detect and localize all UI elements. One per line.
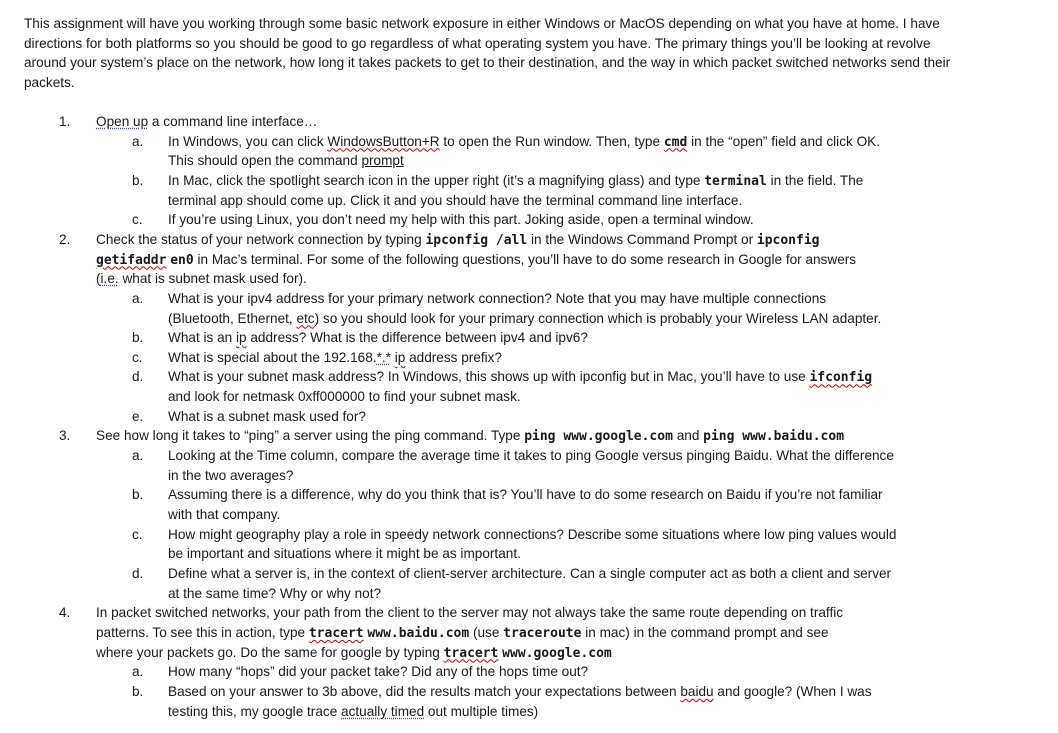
subitem-text bbox=[168, 584, 381, 604]
text-run: terminal bbox=[704, 173, 767, 189]
text-run: Based on your answer to 3b above, did the results match your expectations between bbox=[168, 683, 681, 699]
item-4-text bbox=[96, 623, 829, 644]
item-4-text bbox=[96, 643, 612, 664]
subitem-letter: a. bbox=[132, 133, 144, 149]
subitem-text bbox=[168, 289, 826, 309]
subitem-text bbox=[168, 132, 880, 153]
subitem-letter: c. bbox=[132, 526, 143, 542]
text-run: in the Windows Command Prompt or bbox=[527, 231, 757, 247]
text-run: be important and situations where it might be as important. bbox=[168, 546, 521, 562]
text-run: terminal app should come up. Click it and you should have the terminal command line interface. bbox=[168, 192, 743, 208]
text-run: ifconfig bbox=[809, 370, 873, 386]
item-2-text bbox=[96, 269, 307, 289]
text-run: Check the status of your network connection by typing bbox=[96, 231, 426, 247]
item-number: 3. bbox=[59, 428, 71, 444]
text-run: and bbox=[672, 428, 704, 444]
text-run: ) so you should look for your primary connection which is probably your Wireless LAN adapter. bbox=[314, 310, 882, 326]
text-run: In Mac, click the spotlight search icon in the upper right (it’s a magnifying glass) and type bbox=[168, 172, 705, 188]
subitem-text bbox=[168, 505, 280, 525]
text-run: ip bbox=[394, 349, 406, 365]
text-run: ip bbox=[236, 330, 247, 346]
subitem-letter: b. bbox=[132, 330, 144, 346]
subitem-text bbox=[168, 564, 891, 584]
subitem-text bbox=[168, 171, 863, 192]
subitem-letter: d. bbox=[132, 369, 144, 385]
text-run: ping www.baidu.com bbox=[703, 429, 845, 445]
subitem-text bbox=[168, 191, 742, 211]
subitem-letter: a. bbox=[132, 664, 144, 680]
text-run: a command line interface… bbox=[148, 114, 318, 129]
text-run: Assuming there is a difference, why do you think that is? You’ll have to do some research on Baidu if you’re not familiar bbox=[168, 487, 883, 503]
text-run: ping www.google.com bbox=[524, 429, 673, 445]
item-4-text bbox=[96, 603, 843, 623]
subitem-letter: b. bbox=[132, 487, 144, 503]
text-run: If you’re using Linux, you don’t need my help with this part. Joking aside, open a terminal window. bbox=[168, 212, 754, 228]
subitem-text bbox=[168, 485, 883, 505]
subitem-text bbox=[168, 348, 502, 368]
text-run: what is subnet mask used for). bbox=[118, 271, 307, 287]
text-run: traceroute bbox=[503, 625, 582, 641]
text-run: at the same time? Why or why not? bbox=[168, 585, 382, 601]
subitem-text bbox=[168, 702, 538, 722]
text-run: ( bbox=[96, 271, 101, 287]
text-run: prompt bbox=[361, 153, 404, 169]
text-run: baidu bbox=[680, 683, 714, 699]
text-run: How many “hops” did your packet take? Did any of the hops time out? bbox=[168, 664, 589, 680]
text-run: www.google.com bbox=[502, 645, 612, 661]
text-run: ipconfig /all bbox=[425, 232, 528, 248]
text-run: What is your ipv4 address for your primary network connection? Note that you may have multiple connections bbox=[168, 290, 827, 306]
text-run: actually timed bbox=[341, 703, 425, 719]
subitem-letter: a. bbox=[132, 448, 144, 464]
subitem-letter: c. bbox=[132, 349, 143, 365]
text-run: (use bbox=[469, 624, 504, 640]
text-run: What is your subnet mask address? In Windows, this shows up with ipconfig but in Mac, you’ll have to use bbox=[168, 369, 810, 385]
subitem-letter: b. bbox=[132, 683, 144, 699]
item-number: 2. bbox=[59, 231, 71, 247]
text-run: cmd bbox=[663, 134, 688, 150]
subitem-text bbox=[168, 210, 754, 230]
text-run: What is an bbox=[168, 330, 236, 346]
text-run: tracert bbox=[308, 625, 364, 641]
text-run: WindowsButton+R bbox=[327, 133, 440, 149]
text-run: How might geography play a role in speedy network connections? Describe some situations where low ping values would bbox=[168, 526, 897, 542]
text-run: in the two averages? bbox=[168, 467, 294, 483]
item-3-text bbox=[96, 426, 844, 447]
text-run: www.baidu.com bbox=[367, 625, 470, 641]
subitem-letter: a. bbox=[132, 290, 144, 306]
text-run: In Windows, you can click bbox=[168, 133, 328, 149]
subitem-text bbox=[168, 367, 872, 388]
subitem-text bbox=[168, 682, 872, 702]
subitem-text bbox=[168, 662, 588, 682]
text-run: with that company. bbox=[168, 507, 281, 522]
text-run: in Mac’s terminal. For some of the following questions, you’ll have to do some research in Google for answers bbox=[193, 251, 857, 267]
subitem-text bbox=[168, 544, 521, 564]
text-run: address prefix? bbox=[405, 349, 503, 365]
subitem-text bbox=[168, 151, 404, 171]
text-run: in the field. The bbox=[766, 172, 864, 188]
item-number: 4. bbox=[59, 605, 71, 621]
text-run: Open up bbox=[96, 114, 149, 129]
text-run: getifaddr bbox=[96, 252, 167, 268]
item-1-text bbox=[96, 112, 317, 132]
item-number: 1. bbox=[59, 114, 71, 129]
text-run: and google? (When I was bbox=[713, 683, 872, 699]
subitem-text bbox=[168, 446, 894, 466]
item-2-text bbox=[96, 250, 856, 271]
text-run: What is special about the 192.168. bbox=[168, 349, 377, 365]
text-run: What is a subnet mask used for? bbox=[168, 408, 366, 424]
text-run: where your packets go. Do the same for google by typing bbox=[96, 644, 444, 660]
text-run: i.e. bbox=[100, 271, 119, 287]
text-run: See how long it takes to “ping” a server using the ping command. Type bbox=[96, 428, 525, 444]
text-run: to open the Run window. Then, type bbox=[439, 133, 664, 149]
text-run: etc bbox=[296, 310, 315, 326]
text-run: testing this, my google trace bbox=[168, 703, 342, 719]
text-run: en0 bbox=[170, 252, 194, 268]
text-run: patterns. To see this in action, type bbox=[96, 624, 309, 640]
text-run: out multiple times) bbox=[424, 703, 539, 719]
text-run: in mac) in the command prompt and see bbox=[581, 624, 829, 640]
text-run: (Bluetooth, Ethernet, bbox=[168, 310, 297, 326]
subitem-text bbox=[168, 387, 521, 407]
subitem-text bbox=[168, 328, 588, 348]
text-run: Define what a server is, in the context of client-server architecture. Can a single computer act as both a client and server bbox=[168, 565, 892, 581]
text-run: ipconfig bbox=[756, 232, 820, 248]
subitem-text bbox=[168, 525, 896, 545]
text-run: address? What is the difference between ipv4 and ipv6? bbox=[246, 330, 588, 346]
text-run: in the “open” field and click OK. bbox=[687, 133, 880, 149]
subitem-letter: e. bbox=[132, 408, 144, 424]
text-run: Looking at the Time column, compare the average time it takes to ping Google versus pinging Baidu. What the difference bbox=[168, 448, 894, 464]
subitem-text bbox=[168, 407, 366, 427]
subitem-letter: c. bbox=[132, 212, 143, 228]
subitem-text bbox=[168, 309, 881, 329]
text-run: This should open the command bbox=[168, 153, 362, 169]
text-run: In packet switched networks, your path from the client to the server may not always take the same route depending on traffic bbox=[96, 605, 844, 621]
subitem-letter: d. bbox=[132, 565, 144, 581]
item-2-text bbox=[96, 230, 820, 251]
subitem-text bbox=[168, 466, 293, 486]
text-run: tracert bbox=[443, 645, 499, 661]
text-run: *.* bbox=[376, 349, 391, 365]
text-run: and look for netmask 0xff000000 to find your subnet mask. bbox=[168, 389, 521, 405]
intro-paragraph: This assignment will have you working through some basic network exposure in either Windows or MacOS depending on what you have at home. I have directions for both platforms so you should be good to go regardless of what operating system you have. The primary things you’ll be looking at revolve around your system’s place on the network, how long it takes packets to get to their destination, and the way in which packet switched networks send their packets. bbox=[24, 16, 951, 90]
subitem-letter: b. bbox=[132, 172, 144, 188]
